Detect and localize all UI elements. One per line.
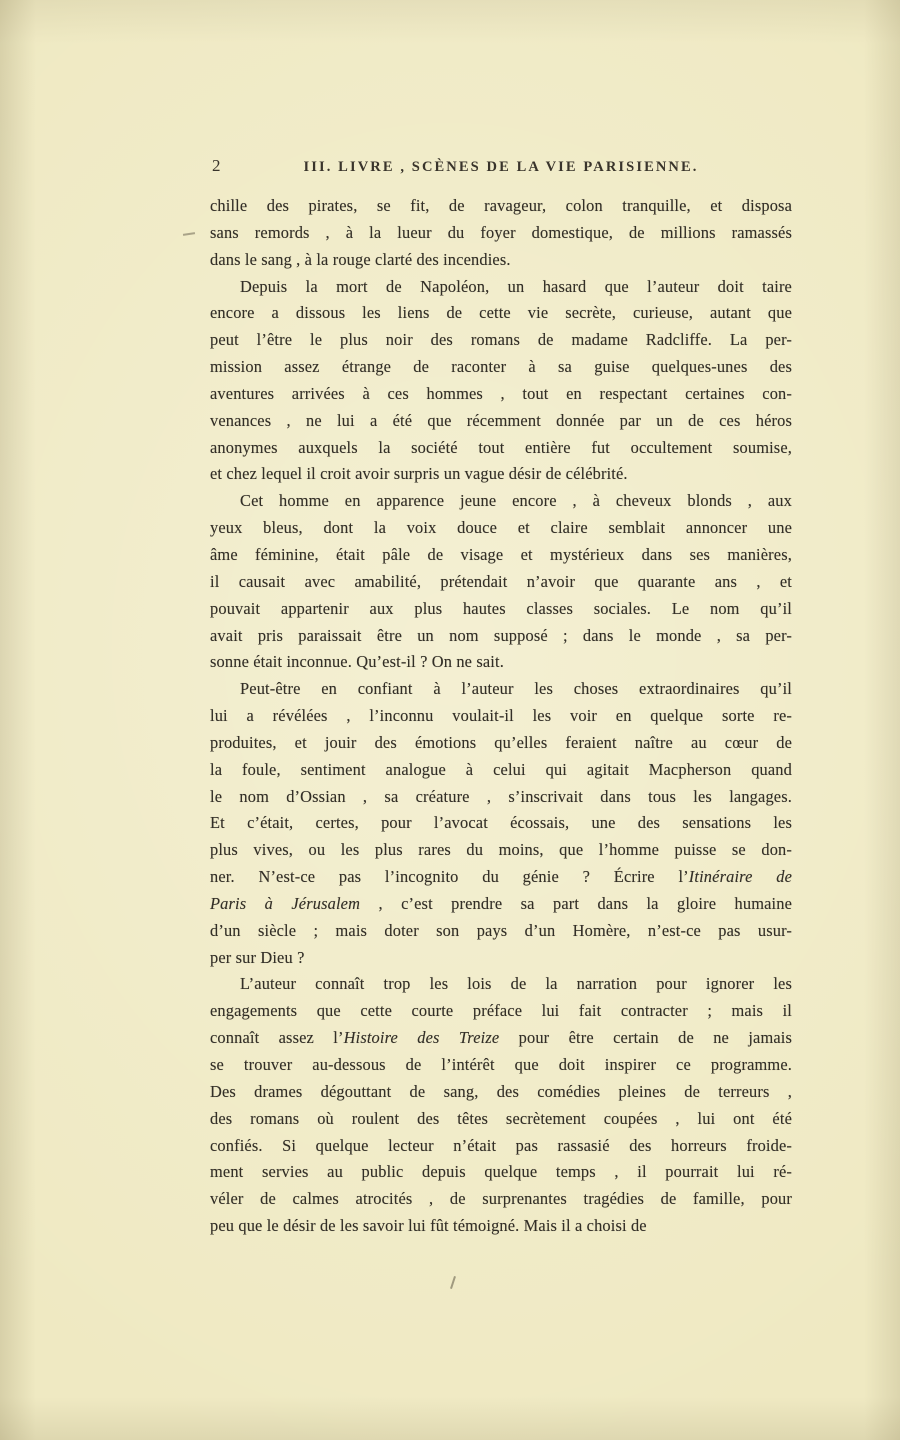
text-segment: des romans où roulent des têtes secrètement coupées , lui ont été [210, 1108, 792, 1128]
text-segment: sonne était inconnue. Qu’est-il ? On ne sait. [210, 652, 504, 672]
text-line [210, 891, 792, 918]
text-segment: âme féminine, était pâle de visage et mystérieux dans ses manières, [210, 544, 792, 564]
text-segment: chille des pirates, se fit, de ravageur, colon tranquille, et disposa [210, 196, 792, 215]
page-number: 2 [212, 156, 221, 175]
text-segment: mission assez étrange de raconter à sa guise quelques-unes des [210, 357, 792, 377]
text-segment: Des drames dégouttant de sang, des comédies pleines de terreurs , [210, 1081, 792, 1101]
page-header [210, 156, 792, 176]
italic-text: Histoire des Treize [343, 1028, 500, 1048]
text-segment: avait pris paraissait être un nom supposé ; dans le monde , sa per- [210, 625, 792, 645]
text-line [210, 971, 792, 998]
text-line [210, 837, 792, 864]
text-line [210, 945, 792, 972]
text-segment: le nom d’Ossian , sa créature , s’inscrivait dans tous les langages. [210, 786, 792, 806]
text-line [210, 300, 792, 327]
text-segment: venances , ne lui a été que récemment donnée par un de ces héros [210, 410, 792, 430]
text-segment: ner. N’est-ce pas l’incognito du génie ? Écrire l’ [210, 867, 689, 887]
text-segment: connaît assez l’ [210, 1028, 344, 1048]
text-line [210, 515, 792, 542]
text-line [210, 1025, 792, 1052]
text-line [210, 1079, 792, 1106]
text-line [210, 998, 792, 1025]
text-line [210, 381, 792, 408]
text-line [210, 274, 792, 301]
text-segment: L’auteur connaît trop les lois de la narration pour ignorer les [240, 974, 792, 994]
text-line [210, 193, 792, 220]
running-title: III. LIVRE , SCÈNES DE LA VIE PARISIENNE. [303, 159, 699, 175]
text-segment: confiés. Si quelque lecteur n’était pas rassasié des horreurs froide- [210, 1135, 792, 1155]
text-segment: Depuis la mort de Napoléon, un hasard que l’auteur doit taire [240, 276, 792, 296]
text-line [210, 1106, 792, 1133]
text-segment: aventures arrivées à ces hommes , tout en respectant certaines con- [210, 383, 792, 403]
text-line [210, 569, 792, 596]
text-line [210, 408, 792, 435]
text-line [210, 649, 792, 676]
text-line [210, 703, 792, 730]
text-line [210, 488, 792, 515]
text-line [210, 1159, 792, 1186]
scan-artifact-slash [450, 1276, 456, 1289]
text-line [210, 327, 792, 354]
text-segment: , c’est prendre sa part dans la gloire humaine [360, 893, 792, 913]
text-line [210, 354, 792, 381]
text-line [210, 730, 792, 757]
text-segment: produites, et jouir des émotions qu’elles feraient naître au cœur de [210, 732, 792, 752]
text-line [210, 1133, 792, 1160]
text-segment: se trouver au-dessous de l’intérêt que doit inspirer ce programme. [210, 1055, 792, 1074]
text-block [210, 193, 792, 1240]
text-segment: anonymes auxquels la société tout entière fut occultement soumise, [210, 437, 792, 457]
text-line [210, 623, 792, 650]
text-segment: sans remords , à la lueur du foyer domestique, de millions ramassés [210, 222, 792, 242]
text-line [210, 220, 792, 247]
scan-artifact-dash [183, 232, 195, 236]
text-segment: et chez lequel il croit avoir surpris un vague désir de célébrité. [210, 464, 628, 484]
text-line [210, 757, 792, 784]
text-line [210, 676, 792, 703]
text-line [210, 596, 792, 623]
text-line [210, 810, 792, 837]
text-segment: Et c’était, certes, pour l’avocat écossais, une des sensations les [210, 813, 792, 833]
text-segment: plus vives, ou les plus rares du moins, que l’homme puisse se don- [210, 840, 792, 860]
text-segment: engagements que cette courte préface lui fait contracter ; mais il [210, 1001, 792, 1021]
italic-text: Itinéraire de [688, 867, 792, 887]
text-line [210, 864, 792, 891]
italic-text: Paris à Jérusalem [210, 893, 361, 913]
text-segment: lui a révélées , l’inconnu voulait-il les voir en quelque sorte re- [210, 706, 792, 726]
text-line [210, 784, 792, 811]
text-line [210, 1213, 792, 1240]
text-line [210, 1052, 792, 1079]
text-segment: per sur Dieu ? [210, 947, 305, 967]
text-line [210, 542, 792, 569]
text-segment: encore a dissous les liens de cette vie secrète, curieuse, autant que [210, 303, 792, 323]
text-segment: pour être certain de ne jamais [499, 1028, 793, 1048]
text-segment: la foule, sentiment analogue à celui qui agitait Macpherson quand [210, 759, 792, 779]
text-segment: dans le sang , à la rouge clarté des incendies. [210, 249, 511, 269]
text-segment: Peut-être en confiant à l’auteur les choses extraordinaires qu’il [240, 679, 792, 699]
text-line [210, 435, 792, 462]
text-line [210, 1186, 792, 1213]
text-line [210, 918, 792, 945]
text-line [210, 247, 792, 274]
text-segment: peu que le désir de les savoir lui fût témoigné. Mais il a choisi de [210, 1216, 647, 1236]
text-segment: d’un siècle ; mais doter son pays d’un Homère, n’est-ce pas usur- [210, 920, 792, 940]
text-line [210, 461, 792, 488]
text-segment: peut l’être le plus noir des romans de madame Radcliffe. La per- [210, 330, 792, 350]
text-segment: il causait avec amabilité, prétendait n’avoir que quarante ans , et [210, 571, 792, 591]
text-segment: pouvait appartenir aux plus hautes classes sociales. Le nom qu’il [210, 598, 792, 618]
text-segment: yeux bleus, dont la voix douce et claire semblait annoncer une [210, 518, 792, 538]
text-segment: ment servies au public depuis quelque temps , il pourrait lui ré- [210, 1162, 792, 1182]
text-segment: véler de calmes atrocités , de surprenantes tragédies de famille, pour [210, 1189, 792, 1209]
text-segment: Cet homme en apparence jeune encore , à cheveux blonds , aux [240, 491, 792, 511]
